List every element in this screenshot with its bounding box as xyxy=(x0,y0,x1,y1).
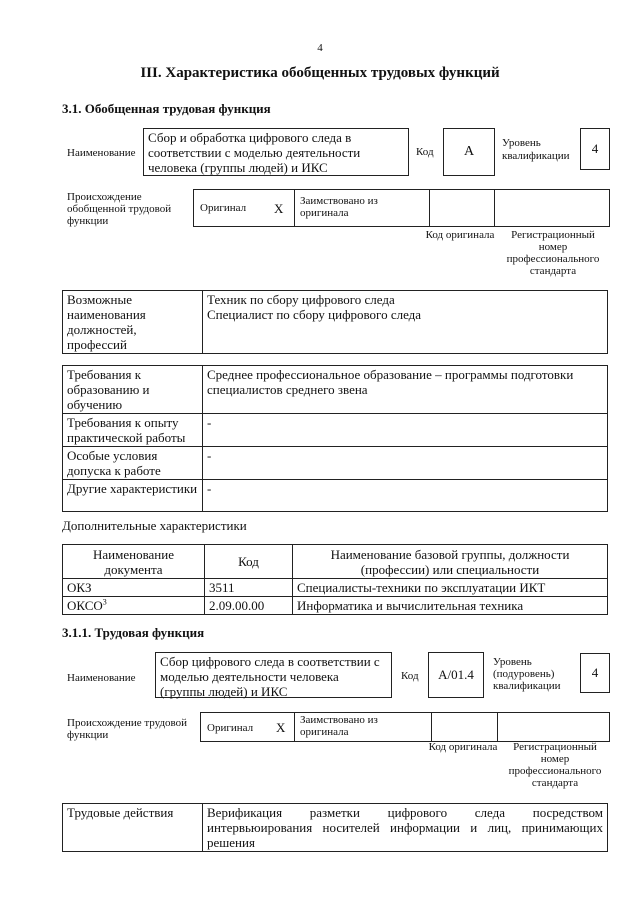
positions-table xyxy=(62,290,608,354)
doc-name: ОКЗ xyxy=(67,580,92,595)
actions-value: Верификация разметки цифрового следа посредством интервьюирования носителей информации и лиц, принимающих решения xyxy=(203,804,608,852)
gtf-code-original-divider xyxy=(429,189,430,227)
tf-level-field xyxy=(580,653,610,693)
table-cell-doc xyxy=(63,579,205,597)
requirement-value: - xyxy=(203,480,608,512)
tf-reg-number-box xyxy=(498,712,610,742)
positions-label: Возможные наименования должностей, профессий xyxy=(63,291,203,354)
table-cell-name: Информатика и вычислительная техника xyxy=(293,597,608,615)
gtf-heading: 3.1. Обобщенная трудовая функция xyxy=(62,101,271,116)
tf-code-field xyxy=(428,652,484,698)
column-header: Наименование документа xyxy=(63,545,205,579)
position-item: Специалист по сбору цифрового следа xyxy=(207,307,422,322)
requirement-label: Другие характеристики xyxy=(63,480,203,512)
table-cell-code: 3511 xyxy=(205,579,293,597)
gtf-reg-number-box xyxy=(495,189,610,227)
additional-heading: Дополнительные характеристики xyxy=(62,518,247,533)
tf-code-original-divider xyxy=(431,712,432,742)
gtf-original-mark: X xyxy=(274,201,284,216)
table-row xyxy=(63,579,608,597)
gtf-code-value: А xyxy=(463,144,475,159)
column-header: Код xyxy=(205,545,293,579)
requirement-label: Требования к образованию и обучению xyxy=(63,366,203,414)
additional-table xyxy=(62,544,608,615)
gtf-borrowed-label: Заимствовано из оригинала xyxy=(300,195,378,219)
actions-table xyxy=(62,803,608,852)
tf-reg-number-caption: Регистрационный номер профессионального стандарта xyxy=(508,741,602,789)
tf-level-label: Уровень (подуровень) квалификации xyxy=(493,656,561,692)
gtf-name-label: Наименование xyxy=(67,147,136,159)
tf-borrowed-label: Заимствовано из оригинала xyxy=(300,714,378,738)
table-row xyxy=(63,597,608,615)
position-item: Техник по сбору цифрового следа xyxy=(207,292,395,307)
section-title: III. Характеристика обобщенных трудовых функций xyxy=(140,65,500,81)
column-header: Наименование базовой группы, должности (профессии) или специальности xyxy=(293,545,608,579)
actions-row xyxy=(63,804,608,852)
gtf-name-value: Сбор и обработка цифрового следа в соответствии с моделью деятельности человека (группы людей) и ИКС xyxy=(148,130,361,175)
gtf-level-label: Уровень квалификации xyxy=(502,137,570,162)
requirement-row xyxy=(63,414,608,447)
tf-original-label: Оригинал xyxy=(207,722,254,734)
gtf-code-original-caption: Код оригинала xyxy=(425,229,495,241)
table-cell-code: 2.09.00.00 xyxy=(205,597,293,615)
requirement-row xyxy=(63,447,608,480)
footnote-marker: 3 xyxy=(102,597,107,607)
tf-level-value: 4 xyxy=(591,665,599,680)
requirements-table xyxy=(62,365,608,512)
actions-label: Трудовые действия xyxy=(63,804,203,852)
gtf-code-label: Код xyxy=(416,146,434,158)
doc-name: ОКСО xyxy=(67,598,103,613)
positions-row xyxy=(63,291,608,354)
gtf-level-field xyxy=(580,128,610,170)
tf-heading: 3.1.1. Трудовая функция xyxy=(62,625,205,640)
requirement-label: Особые условия допуска к работе xyxy=(63,447,203,480)
tf-code-label: Код xyxy=(401,670,419,682)
gtf-code-field xyxy=(443,128,495,176)
table-cell-name: Специалисты-техники по эксплуатации ИКТ xyxy=(293,579,608,597)
page-number: 4 xyxy=(317,42,323,54)
requirement-value: Среднее профессиональное образование – программы подготовки специалистов среднего звена xyxy=(203,366,608,414)
tf-code-original-caption: Код оригинала xyxy=(428,741,498,753)
gtf-original-label: Оригинал xyxy=(200,202,247,214)
gtf-level-value: 4 xyxy=(591,141,599,156)
tf-name-field xyxy=(155,652,392,698)
requirement-row xyxy=(63,366,608,414)
table-cell-doc xyxy=(63,597,205,615)
additional-header-row xyxy=(63,545,608,579)
tf-name-label: Наименование xyxy=(67,672,136,684)
tf-name-value: Сбор цифрового следа в соответствии с моделью деятельности человека (группы людей) и ИКС xyxy=(160,654,380,699)
requirement-value: - xyxy=(203,414,608,447)
tf-origin-divider xyxy=(294,712,295,742)
positions-values xyxy=(203,291,608,354)
tf-origin-label: Происхождение трудовой функции xyxy=(67,717,188,741)
gtf-origin-label: Происхождение обобщенной трудовой функции xyxy=(67,191,172,227)
tf-code-value: A/01.4 xyxy=(438,667,474,682)
requirement-label: Требования к опыту практической работы xyxy=(63,414,203,447)
tf-original-mark: X xyxy=(276,720,286,735)
gtf-reg-number-caption: Регистрационный номер профессионального стандарта xyxy=(506,229,600,277)
requirement-value: - xyxy=(203,447,608,480)
gtf-origin-divider xyxy=(294,189,295,227)
gtf-name-field xyxy=(143,128,409,176)
requirement-row xyxy=(63,480,608,512)
